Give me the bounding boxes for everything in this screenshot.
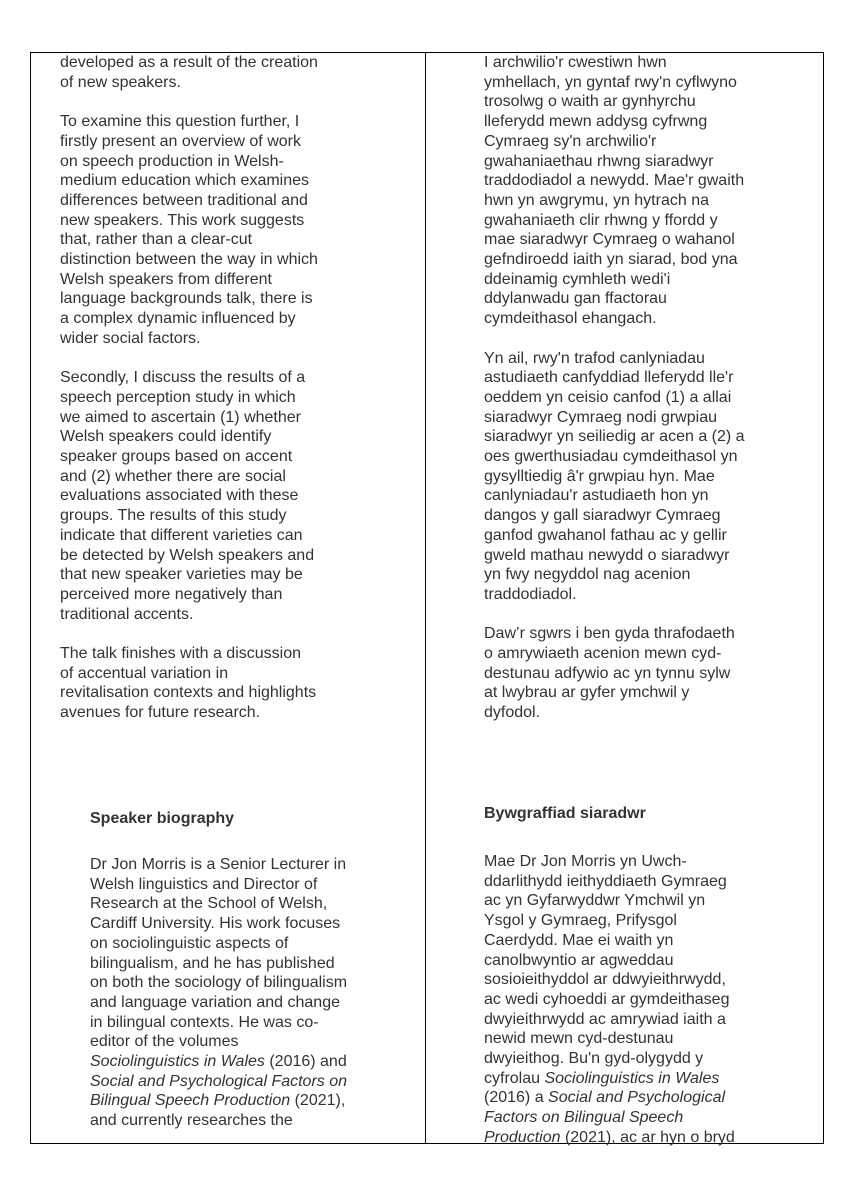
welsh-column <box>484 53 784 743</box>
welsh-bio-title-factors: Social and Psychological Factors on Bilingual Speech Production <box>484 1089 726 1146</box>
welsh-bio-part-a: Mae Dr Jon Morris yn Uwch- ddarlithydd ieithyddiaeth Gymraeg ac yn Gyfarwyddwr Ymchwil yn Ysgol y Gymraeg, Prifysgol Caerdydd. Mae ei waith yn canolbwyntio ar agweddau sosioieithyddol ar ddwyieithrwydd, ac wedi cyhoeddi ar gymdeithaseg dwyieithrwydd ac amrywiad iaith a newid mewn cyd-destunau dwyieithog. Bu'n gyd-olygydd y cyfrolau <box>484 853 730 1087</box>
welsh-bio-title-sociolinguistics: Sociolinguistics in Wales <box>544 1069 720 1087</box>
english-bio-title-sociolinguistics: Sociolinguistics in Wales <box>90 1053 265 1071</box>
english-column <box>60 53 360 743</box>
english-bio-part-c: (2016) and <box>264 1053 347 1071</box>
english-biography-heading: Speaker biography <box>90 810 235 827</box>
welsh-paragraph-overview: I archwilio'r cwestiwn hwn ymhellach, yn gyntaf rwy'n cyflwyno trosolwg o waith ar gynhyrchu lleferydd mewn addysg cyfrwng Cymraeg sy'n archwilio'r gwahaniaethau rhwng siaradwyr traddodiadol a newydd. Mae'r gwaith hwn yn awgrymu, yn hytrach na gwahaniaeth clir rhwng y ffordd y mae siaradwyr Cymraeg o wahanol gefndiroedd iaith yn siarad, bod yna ddeinamig cymhleth wedi'i ddylanwadu gan ffactorau cymdeithasol ehangach. <box>484 54 745 328</box>
welsh-bio-part-e: (2021), ac ar hyn o bryd <box>560 1128 735 1146</box>
welsh-paragraph-conclusion: Daw’r sgwrs i ben gyda thrafodaeth o amrywiaeth acenion mewn cyd- destunau adfywio ac yn tynnu sylw at lwybrau ar gyfer ymchwil y dyfodol. <box>484 625 735 722</box>
column-divider <box>425 53 426 1143</box>
english-paragraph-conclusion: The talk finishes with a discussion of accentual variation in revitalisation contexts and highlights avenues for future research. <box>60 645 317 722</box>
english-bio-title-factors: Social and Psychological Factors on Bilingual Speech Production <box>90 1072 348 1110</box>
english-paragraph-continuation: developed as a result of the creation of new speakers. <box>60 54 318 91</box>
english-bio-part-a: Dr Jon Morris is a Senior Lecturer in Welsh linguistics and Director of Research at the School of Welsh, Cardiff University. His work focuses on sociolinguistic aspects of bilingualism, and he has published on both the sociology of bilingualism and language variation and change in bilingual contexts. He was co- editor of the volumes <box>90 856 348 1051</box>
english-biography-text <box>90 855 390 1131</box>
english-paragraph-perception-study: Secondly, I discuss the results of a speech perception study in which we aimed to ascertain (1) whether Welsh speakers could identify speaker groups based on accent and (2) whether there are social evaluations associated with these groups. The results of this study indicate that different varieties can be detected by Welsh speakers and that new speaker varieties may be perceived more negatively than traditional accents. <box>60 369 315 623</box>
welsh-paragraph-perception-study: Yn ail, rwy'n trafod canlyniadau astudiaeth canfyddiad lleferydd lle'r oeddem yn ceisio canfod (1) a allai siaradwyr Cymraeg nodi grwpiau siaradwyr yn seiliedig ar acen a (2) a oes gwerthusiadau cymdeithasol yn gysylltiedig â'r grwpiau hyn. Mae canlyniadau'r astudiaeth hon yn dangos y gall siaradwyr Cymraeg ganfod gwahanol fathau ac y gellir gweld mathau newydd o siaradwyr yn fwy negyddol nag acenion traddodiadol. <box>484 349 745 603</box>
welsh-biography-text <box>484 852 784 1148</box>
english-bio-part-e: (2021), and currently researches the <box>90 1092 346 1130</box>
welsh-bio-part-c: (2016) a <box>484 1089 544 1107</box>
welsh-biography-heading: Bywgraffiad siaradwr <box>484 805 646 822</box>
english-paragraph-overview: To examine this question further, I firstly present an overview of work on speech production in Welsh- medium education which examines differences between traditional and new speakers. This work suggests that, rather than a clear-cut distinction between the way in which Welsh speakers from different language backgrounds talk, there is a complex dynamic influenced by wider social factors. <box>60 113 318 347</box>
